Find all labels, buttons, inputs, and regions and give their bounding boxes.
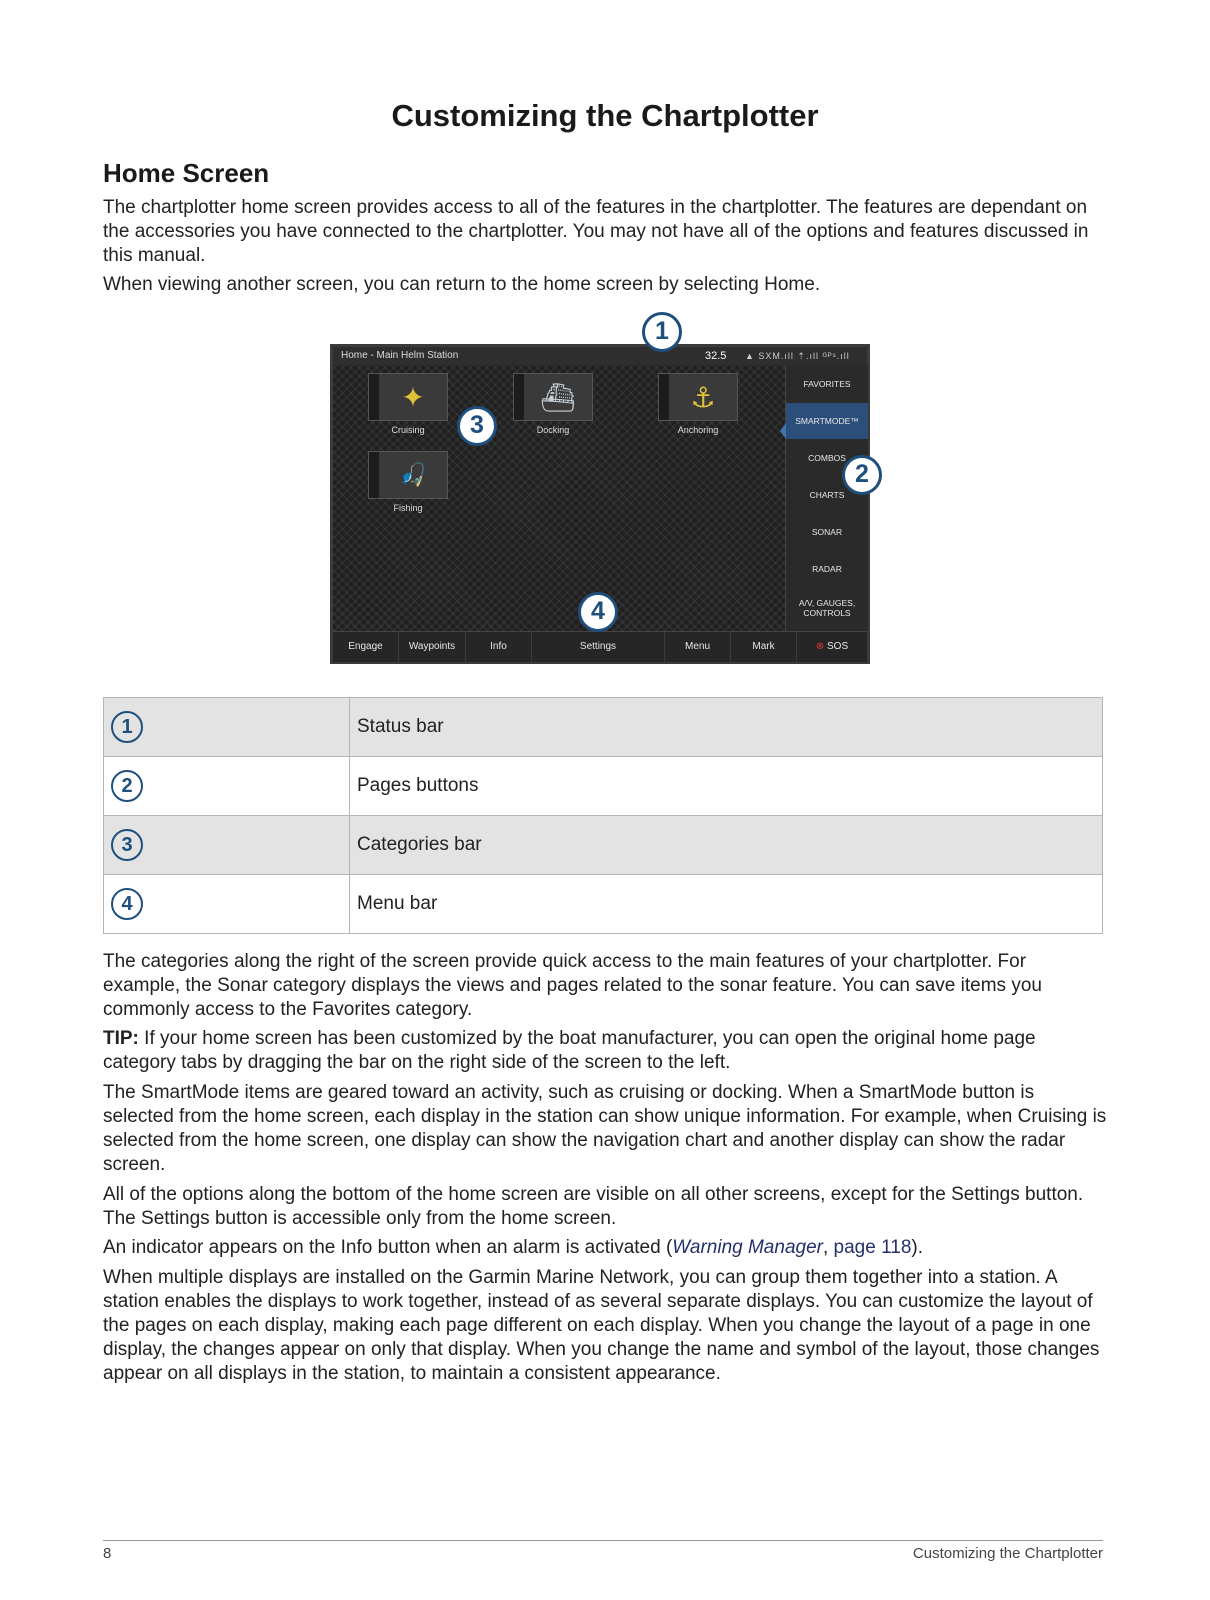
footer-section-name: Customizing the Chartplotter <box>912 1545 1103 1562</box>
callout-3: 3 <box>457 406 497 446</box>
waypoints-button[interactable]: Waypoints <box>399 632 466 662</box>
page-reference-link[interactable]: page 118 <box>833 1237 912 1258</box>
legend-label-status-bar: Status bar <box>350 698 1103 757</box>
sos-button[interactable] <box>797 632 867 662</box>
tab-combos[interactable]: COMBOS <box>808 453 846 463</box>
callout-4: 4 <box>578 592 618 632</box>
anchoring-tile[interactable] <box>658 373 738 421</box>
tab-favorites[interactable]: FAVORITES <box>803 379 851 389</box>
smartmode-paragraph: The SmartMode items are geared toward an activity, such as cruising or docking. When a SmartMode button is selected from the home screen, each display in the station can show unique information. For example, when Cruising is selected from the home screen, one display can show the navigation chart and another display can show the radar screen. <box>103 1082 1107 1175</box>
legend-row <box>104 698 1103 757</box>
legend-number-1: 1 <box>111 711 143 743</box>
status-bar <box>333 347 867 365</box>
options-paragraph: All of the options along the bottom of the home screen are visible on all other screens, except for the Settings button. The Settings button is accessible only from the home screen. <box>103 1184 1084 1229</box>
sos-icon: ⊗ <box>815 641 825 652</box>
station-paragraph: When multiple displays are installed on the Garmin Marine Network, you can group them together into a station. A station enables the displays to work together, instead of as several separate displays. You can customize the layout of the pages on each display, making each page different on each display. When you change the layout of a page in one display, the changes appear on only that display. When you change the name and symbol of the layout, those changes appear on all displays in the station, to maintain a consistent appearance. <box>103 1267 1100 1384</box>
categories-paragraph: The categories along the right of the screen provide quick access to the main features of your chartplotter. For example, the Sonar category displays the views and pages related to the sonar feature. You can save items you commonly access to the Favorites category. <box>103 951 1042 1020</box>
sos-label: SOS <box>827 641 849 652</box>
legend-label-categories-bar: Categories bar <box>350 816 1103 875</box>
page-title: Customizing the Chartplotter <box>391 98 819 133</box>
tip-paragraph <box>103 1027 1108 1075</box>
fishing-icon: 🎣 <box>399 462 427 487</box>
menu-button[interactable]: Menu <box>665 632 731 662</box>
tab-sonar[interactable]: SONAR <box>811 527 843 537</box>
legend-number-2: 2 <box>111 770 143 802</box>
compass-rose-icon: ✦ <box>401 381 425 413</box>
tile-label-cruising: Cruising <box>391 425 425 435</box>
legend-row <box>104 875 1103 934</box>
settings-button[interactable]: Settings <box>532 632 665 662</box>
boat-docking-icon: ⛴ <box>540 381 576 413</box>
legend-number-3: 3 <box>111 829 143 861</box>
tip-text: If your home screen has been customized by the boat manufacturer, you can open the original home page category tabs by dragging the bar on the right side of the screen to the left. <box>103 1028 1036 1073</box>
indicator-separator: , <box>822 1237 834 1258</box>
callout-1: 1 <box>642 312 682 352</box>
indicator-text: An indicator appears on the Info button when an alarm is activated ( <box>103 1237 673 1258</box>
tab-radar[interactable]: RADAR <box>812 564 842 574</box>
tab-av-gauges-controls[interactable]: A/V, GAUGES, CONTROLS <box>798 598 856 618</box>
indicator-paragraph <box>103 1236 1108 1260</box>
legend-label-menu-bar: Menu bar <box>350 875 1103 934</box>
info-button[interactable]: Info <box>466 632 532 662</box>
docking-tile[interactable] <box>513 373 593 421</box>
footer-page-number: 8 <box>103 1545 112 1562</box>
pages-buttons <box>785 365 868 631</box>
intro-paragraph: The chartplotter home screen provides access to all of the features in the chartplotter. The features are dependant on the accessories you have connected to the chartplotter. You may not have all of the options and features discussed in this manual. <box>103 197 1089 266</box>
tab-smartmode[interactable]: SMARTMODE™ <box>786 403 868 439</box>
callout-2: 2 <box>842 455 882 495</box>
status-time: 32.5 <box>705 350 727 362</box>
tile-label-fishing: Fishing <box>393 503 423 513</box>
cruising-tile[interactable] <box>368 373 448 421</box>
warning-manager-link[interactable]: Warning Manager <box>672 1237 823 1258</box>
legend-row <box>104 816 1103 875</box>
fishing-tile[interactable] <box>368 451 448 499</box>
legend-row <box>104 757 1103 816</box>
footer-divider <box>103 1540 1103 1541</box>
active-tab-indicator <box>780 423 786 439</box>
legend-number-4: 4 <box>111 888 143 920</box>
menu-bar <box>333 631 867 662</box>
categories-area <box>333 365 785 631</box>
indicator-suffix: ). <box>911 1237 923 1258</box>
status-location: Home - Main Helm Station <box>341 350 459 361</box>
tile-label-anchoring: Anchoring <box>677 425 719 435</box>
anchor-icon: ⚓ <box>690 381 716 413</box>
tile-label-docking: Docking <box>536 425 570 435</box>
return-paragraph: When viewing another screen, you can return to the home screen by selecting Home. <box>103 274 821 295</box>
tip-label: TIP: <box>103 1028 139 1049</box>
engage-button[interactable]: Engage <box>333 632 399 662</box>
legend-table <box>103 697 1103 934</box>
signal-indicators: ▲ SXM.ıll ⇡.ıll ᴳᴾˢ.ıll <box>745 351 850 361</box>
legend-label-pages-buttons: Pages buttons <box>350 757 1103 816</box>
section-heading: Home Screen <box>103 158 270 188</box>
tab-charts[interactable]: CHARTS <box>809 490 845 500</box>
mark-button[interactable]: Mark <box>731 632 797 662</box>
